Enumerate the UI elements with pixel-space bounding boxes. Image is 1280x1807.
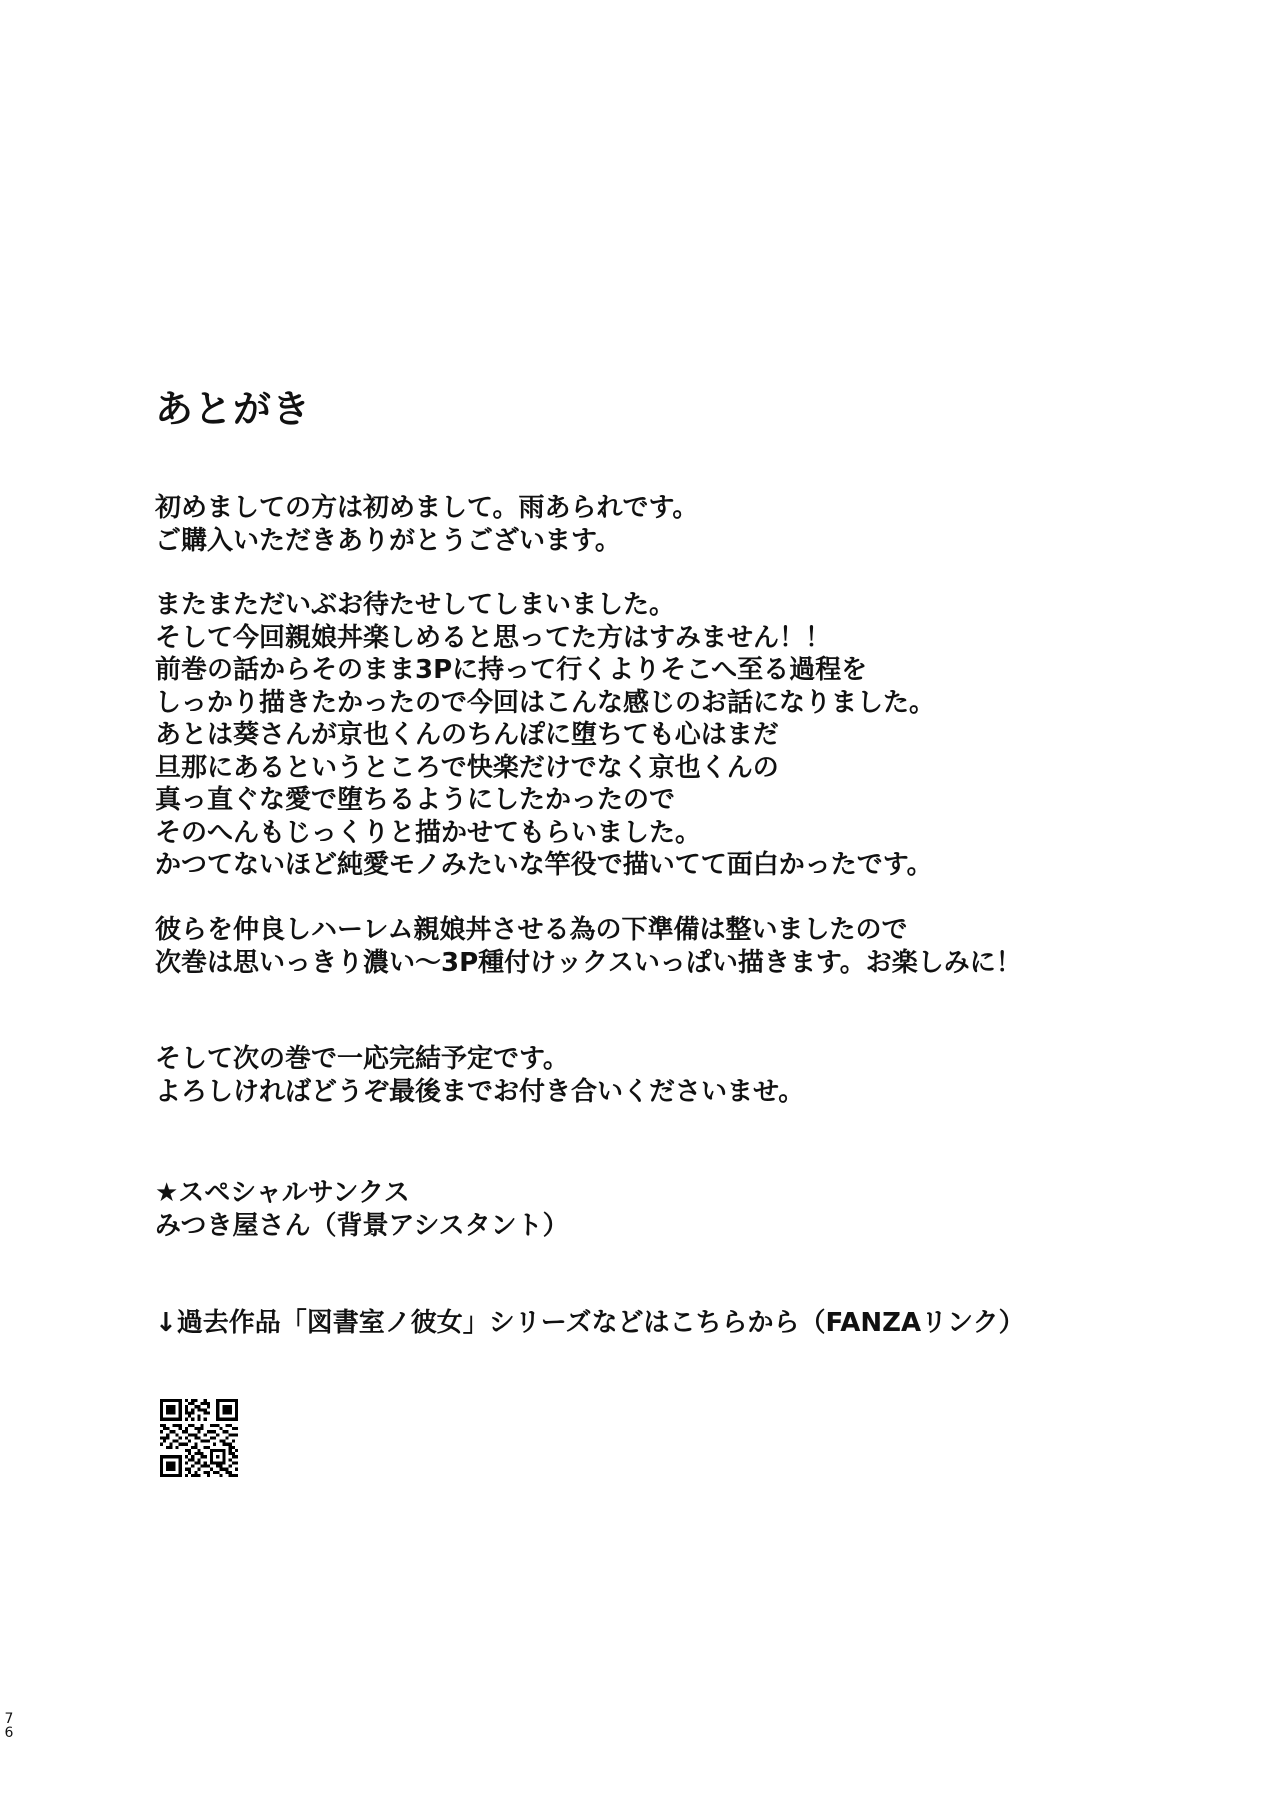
text-line: 旦那にあるというところで快楽だけでなく京也くんの (155, 752, 779, 783)
text-line: よろしければどうぞ最後までお付き合いくださいませ。 (155, 1076, 805, 1107)
text-line: ★スペシャルサンクス (155, 1178, 410, 1208)
text-line: そして次の巻で一応完結予定です。 (155, 1044, 569, 1074)
text-line: みつき屋さん（背景アシスタント） (155, 1210, 569, 1241)
text-line: 彼らを仲良しハーレム親娘丼させる為の下準備は整いましたので (155, 915, 908, 945)
text-line: 初めましての方は初めまして。雨あられです。 (155, 493, 699, 523)
page-number-digit: 6 (4, 1725, 14, 1741)
page-number (2, 1712, 16, 1740)
page-number-digit: 7 (4, 1711, 14, 1727)
text-line: ご購入いただきありがとうございます。 (155, 525, 621, 556)
paragraph-link (155, 1307, 1025, 1340)
text-line: ↓過去作品「図書室ノ彼女」シリーズなどはこちらから（FANZAリンク） (155, 1308, 1025, 1338)
page-title: あとがき (155, 387, 312, 431)
qr-code[interactable] (160, 1399, 238, 1477)
text-line: 真っ直ぐな愛で堕ちるようにしたかったので (155, 785, 676, 815)
text-line: かつてないほど純愛モノみたいな竿役で描いてて面白かったです。 (155, 850, 933, 880)
text-line: あとは葵さんが京也くんのちんぽに堕ちても心はまだ (155, 720, 779, 750)
text-line: そして今回親娘丼楽しめると思ってた方はすみません！！ (155, 622, 832, 653)
text-line: そのへんもじっくりと描かせてもらいました。 (155, 817, 702, 848)
text-line: 次巻は思いっきり濃い〜3P種付けックスいっぱい描きます。お楽しみに！ (155, 947, 1022, 978)
text-line: しっかり描きたかったので今回はこんな感じのお話になりました。 (155, 687, 936, 718)
paragraph-main (155, 589, 935, 882)
paragraph-next-volume (155, 914, 1022, 979)
text-line: 前巻の話からそのまま3Pに持って行くよりそこへ至る過程を (155, 655, 868, 685)
paragraph-greeting (155, 492, 698, 557)
paragraph-special-thanks (155, 1177, 569, 1242)
paragraph-conclusion (155, 1043, 804, 1108)
text-line: またまただいぶお待たせしてしまいました。 (155, 590, 676, 620)
